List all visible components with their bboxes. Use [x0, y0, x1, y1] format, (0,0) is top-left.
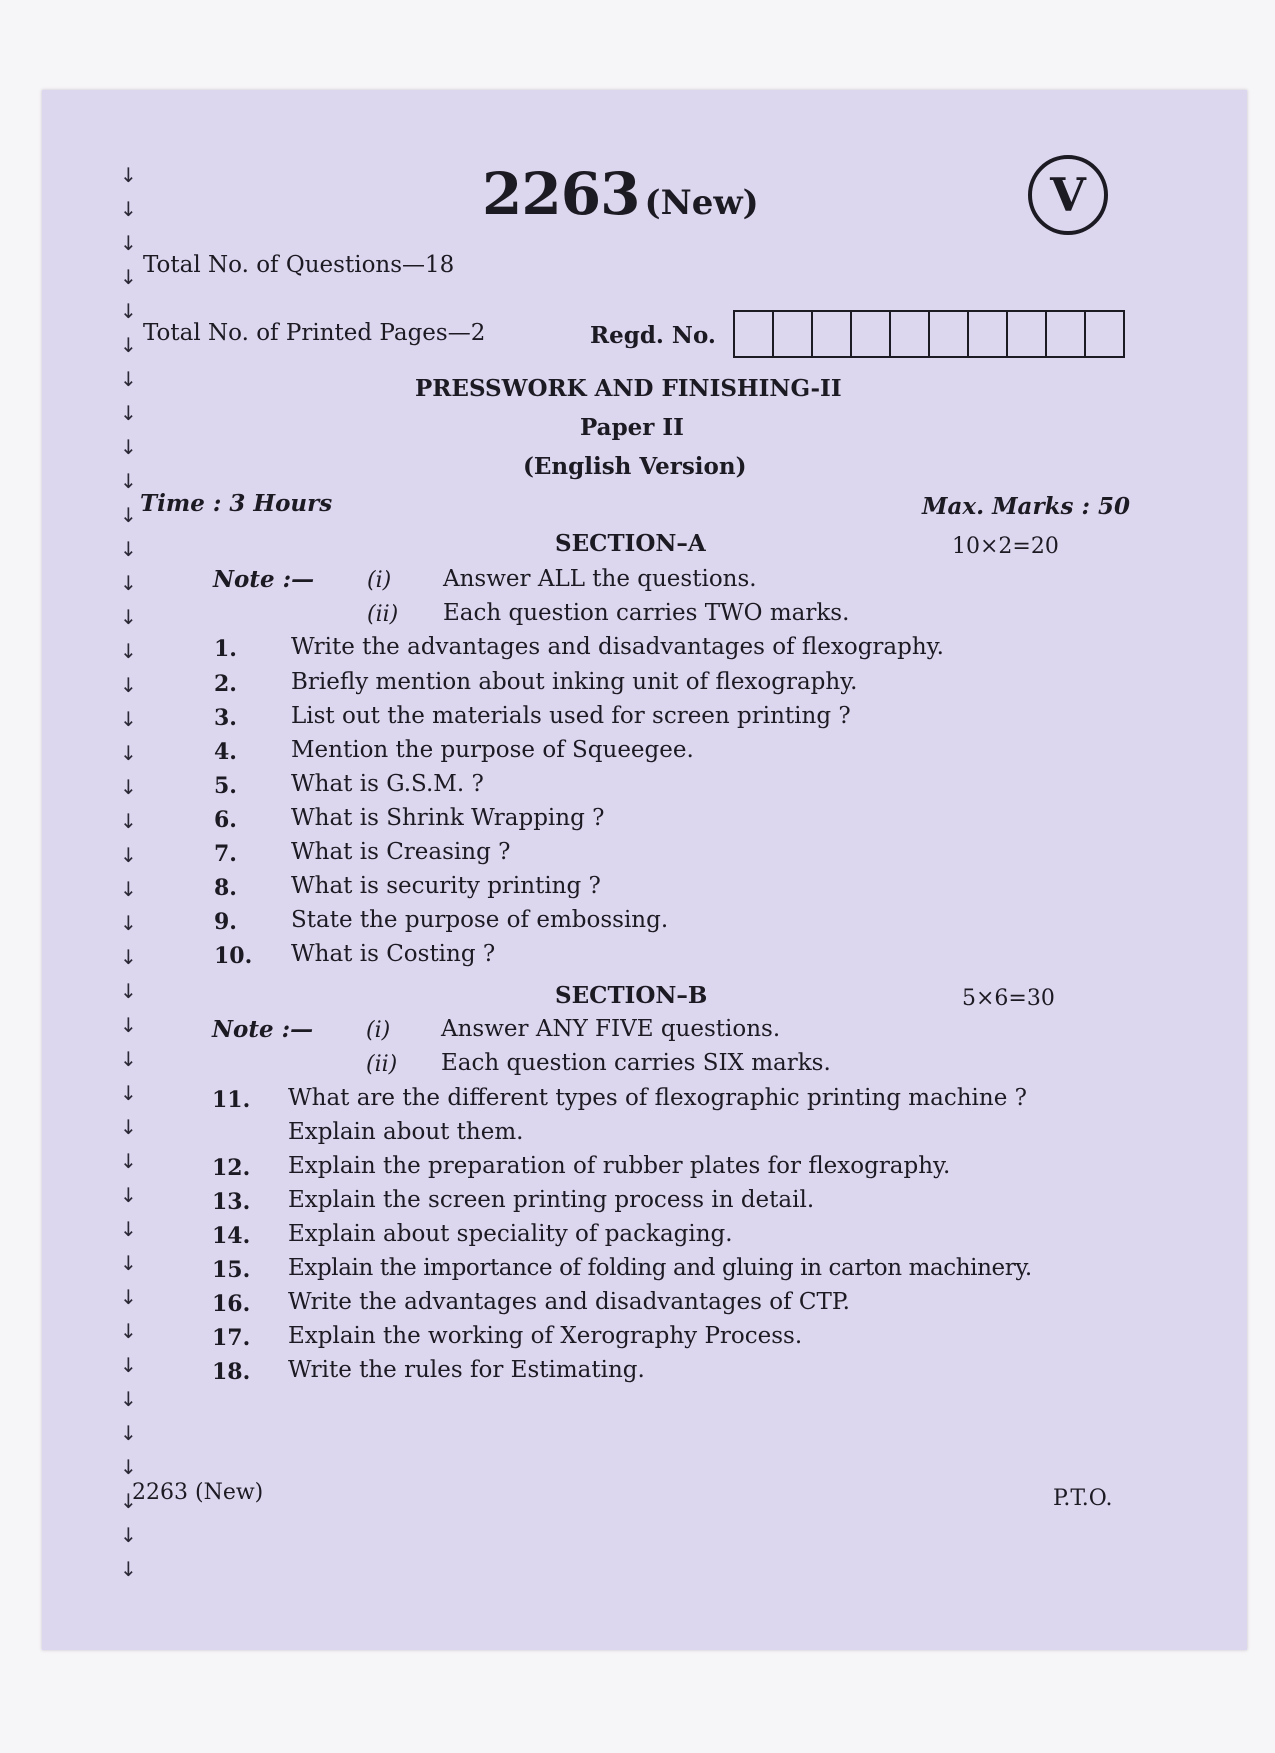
section-b-heading: SECTION–B	[555, 982, 708, 1009]
question-number: 1.	[214, 636, 237, 662]
section-b-note-label: Note :—	[212, 1016, 314, 1043]
question-text: List out the materials used for screen printing ?	[291, 703, 851, 729]
question-text: Explain the working of Xerography Process.	[288, 1323, 803, 1349]
question-number: 11.	[212, 1087, 251, 1113]
question-text: Explain the importance of folding and gluing in carton machinery.	[288, 1255, 1032, 1281]
question-number: 2.	[214, 671, 237, 697]
regd-digit-box[interactable]	[735, 312, 774, 356]
question-number: 13.	[212, 1189, 251, 1215]
regd-label: Regd. No.	[590, 322, 716, 349]
question-text: What is Costing ?	[291, 941, 496, 967]
note-text: Each question carries TWO marks.	[443, 600, 850, 626]
question-number: 17.	[212, 1325, 251, 1351]
question-text: What are the different types of flexographic printing machine ?	[288, 1085, 1027, 1111]
margin-arrows-icon: ↓ ↓ ↓ ↓ ↓ ↓ ↓ ↓ ↓ ↓ ↓ ↓ ↓ ↓ ↓ ↓ ↓ ↓ ↓ ↓ ↓ ↓ ↓ ↓ ↓ ↓ ↓ ↓ ↓ ↓ ↓ ↓ ↓ ↓ ↓ ↓ ↓ ↓ ↓ ↓ ↓ ↓	[120, 163, 137, 1581]
question-number: 5.	[214, 773, 237, 799]
question-text: Write the rules for Estimating.	[288, 1357, 645, 1383]
question-text: Mention the purpose of Squeegee.	[291, 737, 694, 763]
question-text: What is Creasing ?	[291, 839, 511, 865]
regd-digit-box[interactable]	[891, 312, 930, 356]
question-text: Write the advantages and disadvantages of flexography.	[291, 634, 944, 660]
regd-digit-box[interactable]	[1086, 312, 1123, 356]
regd-digit-box[interactable]	[1008, 312, 1047, 356]
question-number: 3.	[214, 705, 237, 731]
section-a-note-label: Note :—	[213, 566, 315, 593]
question-number: 15.	[212, 1257, 251, 1283]
note-number: (ii)	[367, 602, 399, 627]
paper-code-heading	[482, 160, 759, 228]
section-b-marks: 5×6=30	[962, 986, 1055, 1011]
question-number: 6.	[214, 807, 237, 833]
question-text: Write the advantages and disadvantages of CTP.	[288, 1289, 850, 1315]
note-number: (i)	[366, 1018, 391, 1043]
question-text: Briefly mention about inking unit of flexography.	[291, 669, 858, 695]
series-badge: V	[1028, 155, 1108, 235]
regd-digit-box[interactable]	[1047, 312, 1086, 356]
regd-digit-box[interactable]	[930, 312, 969, 356]
paper-tag: (New)	[644, 183, 759, 223]
question-number: 4.	[214, 739, 237, 765]
question-number: 8.	[214, 875, 237, 901]
question-text-continued: Explain about them.	[288, 1119, 524, 1145]
question-text: Explain the preparation of rubber plates for flexography.	[288, 1153, 951, 1179]
note-number: (ii)	[366, 1052, 398, 1077]
section-a-marks: 10×2=20	[952, 534, 1059, 559]
question-text: Explain the screen printing process in detail.	[288, 1187, 815, 1213]
note-text: Each question carries SIX marks.	[441, 1050, 831, 1076]
paper-code: 2263	[482, 160, 640, 228]
question-number: 9.	[214, 909, 237, 935]
section-a-heading: SECTION–A	[555, 530, 706, 557]
question-number: 18.	[212, 1359, 251, 1385]
subject-title: PRESSWORK AND FINISHING-II	[415, 375, 842, 402]
question-number: 16.	[212, 1291, 251, 1317]
note-number: (i)	[367, 568, 392, 593]
footer-pto: P.T.O.	[1053, 1486, 1113, 1511]
question-number: 10.	[214, 943, 253, 969]
question-text: State the purpose of embossing.	[291, 907, 669, 933]
exam-time: Time : 3 Hours	[140, 490, 333, 517]
regd-number-boxes[interactable]	[733, 310, 1125, 358]
footer-paper-code: 2263 (New)	[132, 1480, 264, 1505]
version-label: (English Version)	[523, 453, 747, 480]
max-marks: Max. Marks : 50	[922, 493, 1130, 520]
note-text: Answer ALL the questions.	[443, 566, 757, 592]
total-pages: Total No. of Printed Pages—2	[143, 320, 486, 346]
paper-number: Paper II	[580, 414, 684, 441]
question-text: What is Shrink Wrapping ?	[291, 805, 605, 831]
regd-digit-box[interactable]	[813, 312, 852, 356]
question-text: What is G.S.M. ?	[291, 771, 484, 797]
question-number: 14.	[212, 1223, 251, 1249]
question-text: What is security printing ?	[291, 873, 601, 899]
note-text: Answer ANY FIVE questions.	[441, 1016, 781, 1042]
question-text: Explain about speciality of packaging.	[288, 1221, 733, 1247]
regd-digit-box[interactable]	[852, 312, 891, 356]
question-number: 12.	[212, 1155, 251, 1181]
regd-digit-box[interactable]	[969, 312, 1008, 356]
total-questions: Total No. of Questions—18	[143, 252, 455, 278]
question-number: 7.	[214, 841, 237, 867]
regd-digit-box[interactable]	[774, 312, 813, 356]
